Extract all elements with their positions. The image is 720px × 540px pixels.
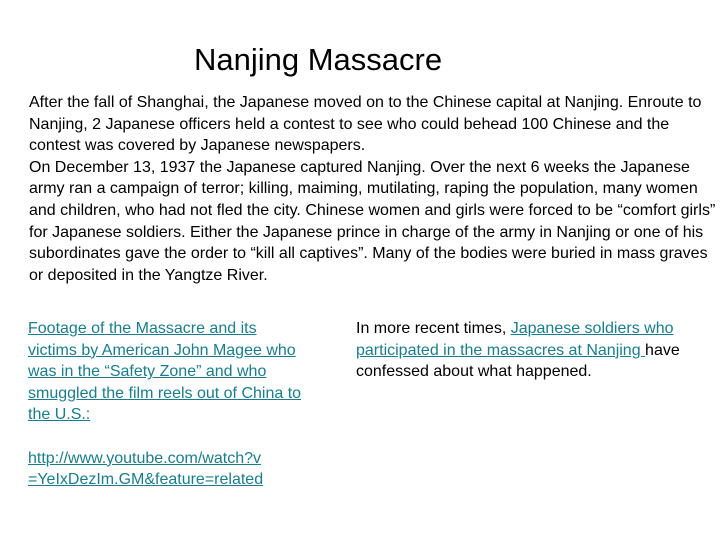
- left-column: [28, 318, 308, 491]
- paragraph-nanjing-capture: On December 13, 1937 the Japanese captured Nanjing. Over the next 6 weeks the Japanese army ran a campaign of terror; killing, maiming, mutilating, raping the population, many women and children, who had not fled the city. Chinese women and girls were forced to be “comfort girls” for Japanese soldiers. Either the Japanese prince in charge of the army in Nanjing or one of his subordinates gave the order to “kill all captives”. Many of the bodies were buried in mass graves or deposited in the Yangtze River.: [29, 158, 716, 284]
- body-text: [29, 92, 717, 286]
- japanese-soldiers-link[interactable]: Japanese soldiers who participated in the massacres at Nanjing: [356, 320, 674, 359]
- youtube-url-link-line1[interactable]: http://www.youtube.com/watch?v: [28, 449, 261, 467]
- slide-title: Nanjing Massacre: [194, 42, 443, 77]
- right-column: [356, 318, 716, 383]
- confession-paragraph: [356, 318, 716, 383]
- youtube-url-link-line2[interactable]: =YeIxDezIm.GM&feature=related: [28, 471, 264, 489]
- youtube-url-block: [28, 448, 308, 491]
- confession-outro: have confessed about what happened.: [356, 341, 680, 381]
- footage-link[interactable]: Footage of the Massacre and its victims by American John Magee who was in the “Safety Zone” and who smuggled the film reels out of China to the U.S.:: [28, 320, 302, 424]
- paragraph-shanghai: After the fall of Shanghai, the Japanese moved on to the Chinese capital at Nanjing. Enroute to Nanjing, 2 Japanese officers held a contest to see who could behead 100 Chinese and the contest was covered by Japanese newspapers.: [29, 94, 702, 155]
- confession-intro: In more recent times,: [356, 320, 511, 337]
